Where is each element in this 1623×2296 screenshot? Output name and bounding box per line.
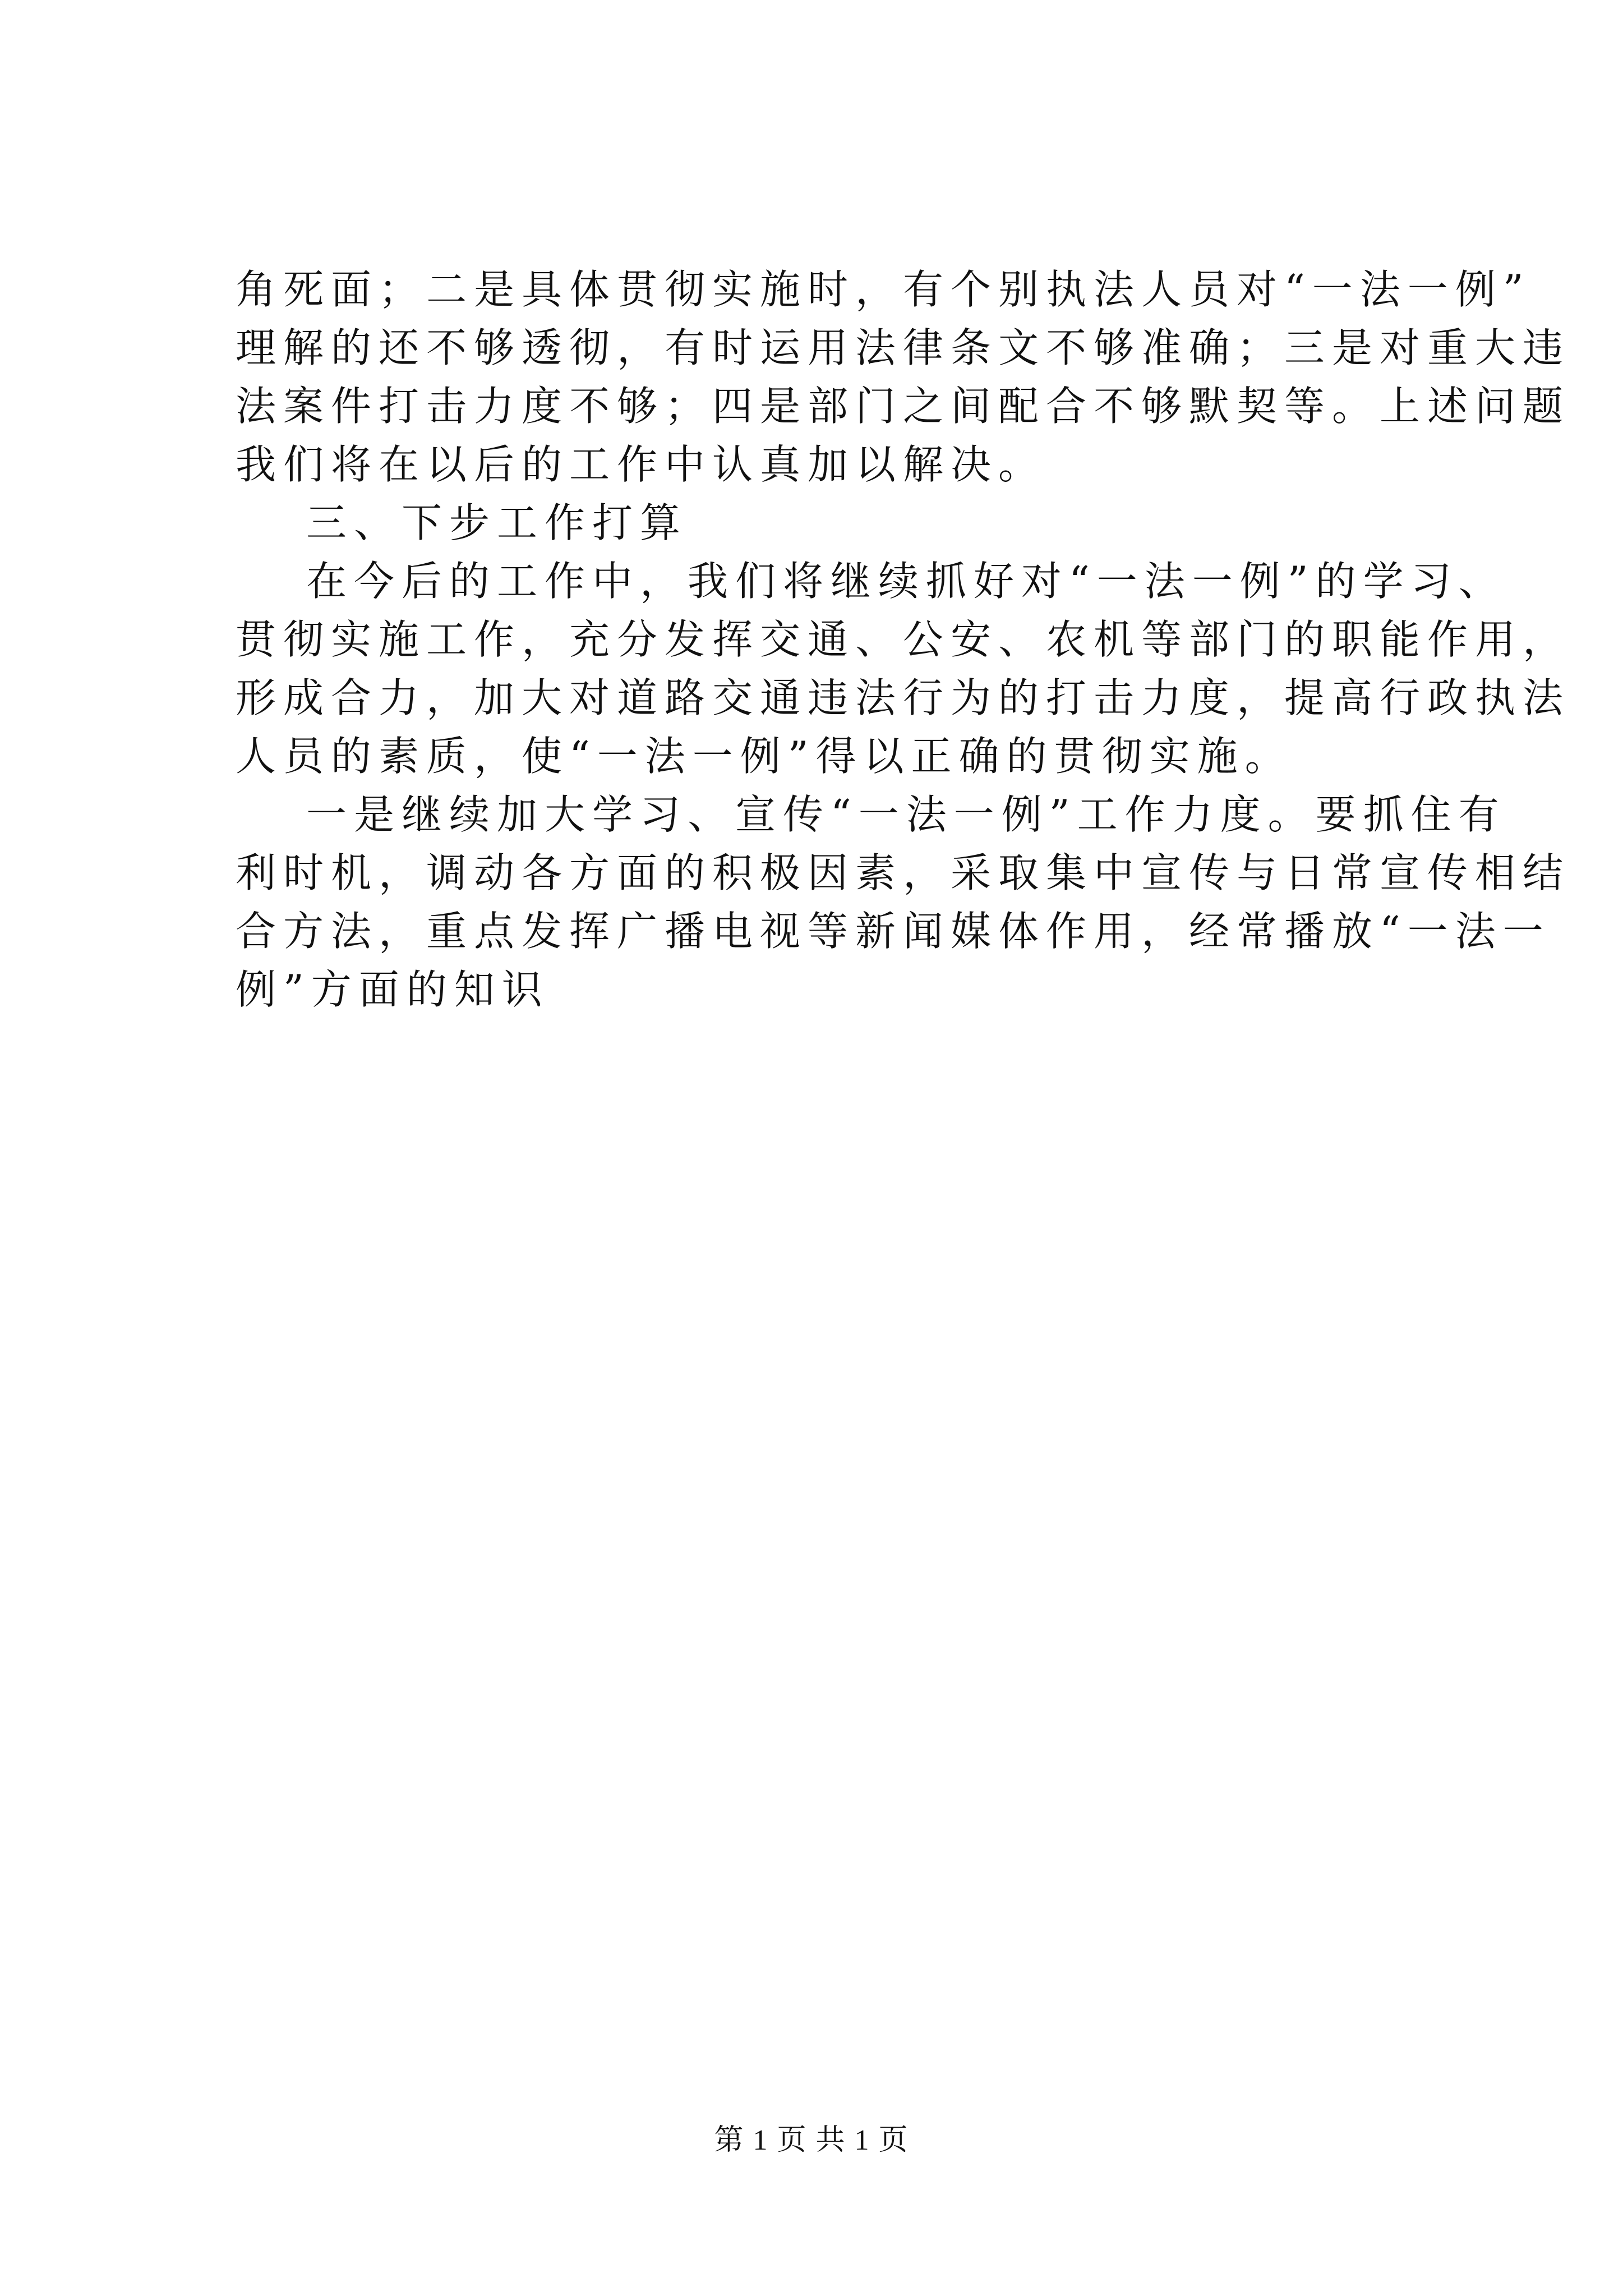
document-page: 角死面；二是具体贯彻实施时，有个别执法人员对“一法一例” 理解的还不够透彻，有时运用法律条文不够准确；三是对重大违 法案件打击力度不够；四是部门之间配合不够默契等。上述问题 我们将在以后的工作中认真加以解决。 三、下步工作打算 在今后的工作中，我们将继续抓好对“一法一例”的学习、 贯彻实施工作，充分发挥交通、公安、农机等部门的职能作用， 形成合力，加大对道路交通违法行为的打击力度，提高行政执法 人员的素质，使“一法一例”得以正确的贯彻实施。 一是继续加大学习、宣传“一法一例”工作力度。要抓住有 利时机，调动各方面的积极因素，采取集中宣传与日常宣传相结 合方法，重点发挥广播电视等新闻媒体作用，经常播放“一法一 例”方面的知识 第 1 页 共 1 页 <box>0 0 1623 2296</box>
page-footer: 第 1 页 共 1 页 <box>714 2124 909 2156</box>
